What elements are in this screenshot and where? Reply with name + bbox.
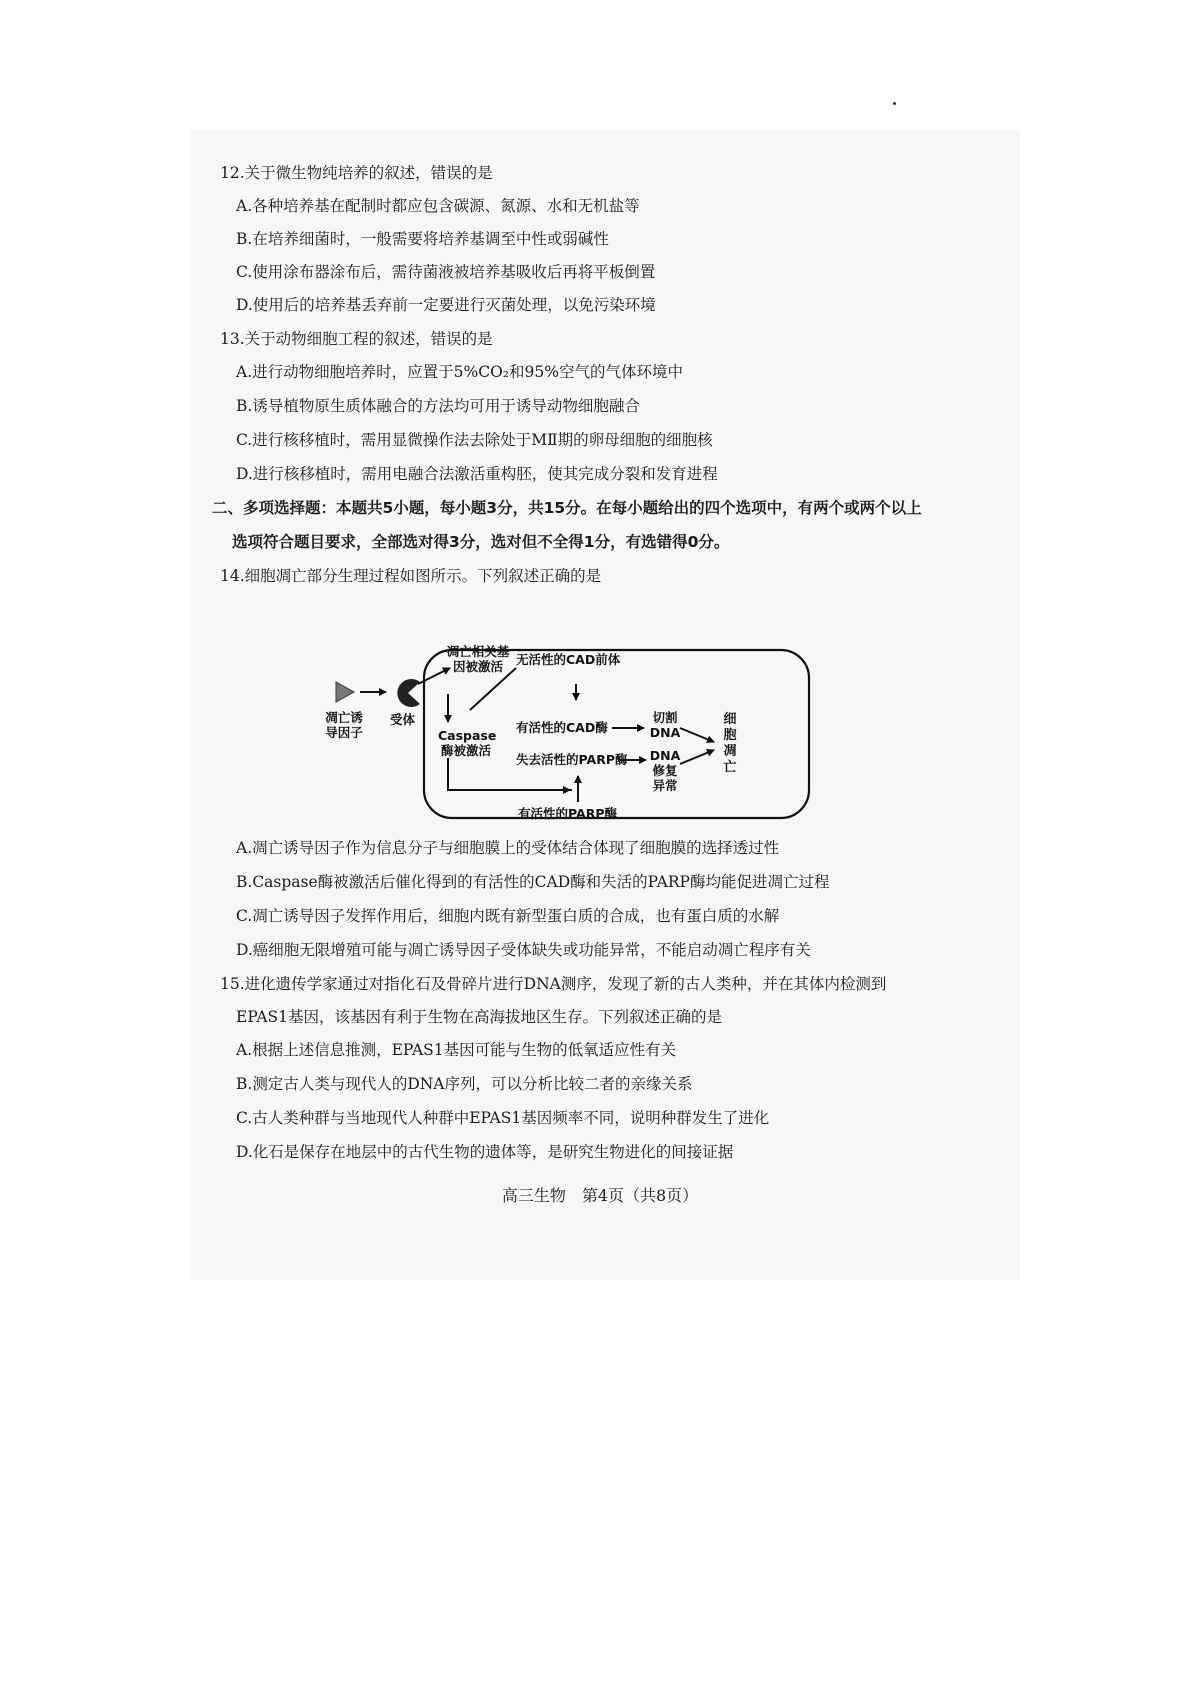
question-12-option-a: A.各种培养基在配制时都应包含碳源、氮源、水和无机盐等 <box>236 197 640 215</box>
label-cut-dna: 切割DNA <box>649 710 681 740</box>
question-14-option-c: C.凋亡诱导因子发挥作用后，细胞内既有新型蛋白质的合成，也有蛋白质的水解 <box>236 907 780 925</box>
question-14-option-a: A.凋亡诱导因子作为信息分子与细胞膜上的受体结合体现了细胞膜的选择透过性 <box>236 839 780 857</box>
question-14-option-b: B.Caspase酶被激活后催化得到的有活性的CAD酶和失活的PARP酶均能促进凋亡过程 <box>236 873 830 891</box>
question-12-option-d: D.使用后的培养基丢弃前一定要进行灭菌处理，以免污染环境 <box>236 296 656 314</box>
question-13-option-a: A.进行动物细胞培养时，应置于5%CO₂和95%空气的气体环境中 <box>236 363 683 381</box>
label-dna-repair-abnormal: DNA修复异常 <box>649 748 681 793</box>
label-inactive-parp-enzyme: 失去活性的PARP酶 <box>516 752 628 767</box>
question-13-stem: 13.关于动物细胞工程的叙述，错误的是 <box>220 330 493 348</box>
question-15-stem-line1: 15.进化遗传学家通过对指化石及骨碎片进行DNA测序，发现了新的古人类种，并在其体内检测到 <box>220 975 887 993</box>
label-inducer: 凋亡诱导因子 <box>325 710 363 740</box>
label-inactive-cad-precursor: 无活性的CAD前体 <box>516 652 621 667</box>
question-14-stem: 14.细胞凋亡部分生理过程如图所示。下列叙述正确的是 <box>220 567 602 585</box>
question-15-option-d: D.化石是保存在地层中的古代生物的遗体等，是研究生物进化的间接证据 <box>236 1143 734 1161</box>
question-15-option-b: B.测定古人类与现代人的DNA序列，可以分析比较二者的亲缘关系 <box>236 1075 693 1093</box>
question-12-option-c: C.使用涂布器涂布后，需待菌液被培养基吸收后再将平板倒置 <box>236 263 656 281</box>
question-13-option-c: C.进行核移植时，需用显微操作法去除处于MⅡ期的卵母细胞的细胞核 <box>236 431 713 449</box>
label-active-parp-enzyme: 有活性的PARP酶 <box>518 806 617 821</box>
label-active-cad-enzyme: 有活性的CAD酶 <box>516 720 608 735</box>
question-14-option-d: D.癌细胞无限增殖可能与凋亡诱导因子受体缺失或功能异常，不能启动凋亡程序有关 <box>236 941 811 959</box>
section-2-instructions-line1: 二、多项选择题：本题共5小题，每小题3分，共15分。在每小题给出的四个选项中，有两个或两个以上 <box>212 499 922 517</box>
page-footer: 高三生物 第4页（共8页） <box>501 1186 699 1205</box>
label-cell-apoptosis: 细胞凋亡 <box>723 712 737 775</box>
label-genes-activated: 凋亡相关基因被激活 <box>446 644 510 674</box>
question-15-stem-line2: EPAS1基因，该基因有利于生物在高海拔地区生存。下列叙述正确的是 <box>236 1008 722 1026</box>
question-12-option-b: B.在培养细菌时，一般需要将培养基调至中性或弱碱性 <box>236 230 609 248</box>
question-12-stem: 12.关于微生物纯培养的叙述，错误的是 <box>220 164 493 182</box>
scan-speck <box>893 102 896 105</box>
receptor-shape <box>397 679 420 707</box>
question-15-option-a: A.根据上述信息推测，EPAS1基因可能与生物的低氧适应性有关 <box>236 1041 677 1059</box>
section-2-instructions-line2: 选项符合题目要求，全部选对得3分，选对但不全得1分，有选错得0分。 <box>232 533 730 551</box>
question-15-option-c: C.古人类种群与当地现代人种群中EPAS1基因频率不同，说明种群发生了进化 <box>236 1109 770 1127</box>
question-13-option-b: B.诱导植物原生质体融合的方法均可用于诱导动物细胞融合 <box>236 397 640 415</box>
question-13-option-d: D.进行核移植时，需用电融合法激活重构胚，使其完成分裂和发育进程 <box>236 465 718 483</box>
apoptosis-diagram <box>320 640 820 825</box>
label-receptor: 受体 <box>390 712 416 727</box>
label-caspase-activated: Caspase酶被激活 <box>438 728 497 758</box>
inducer-triangle <box>336 682 354 702</box>
